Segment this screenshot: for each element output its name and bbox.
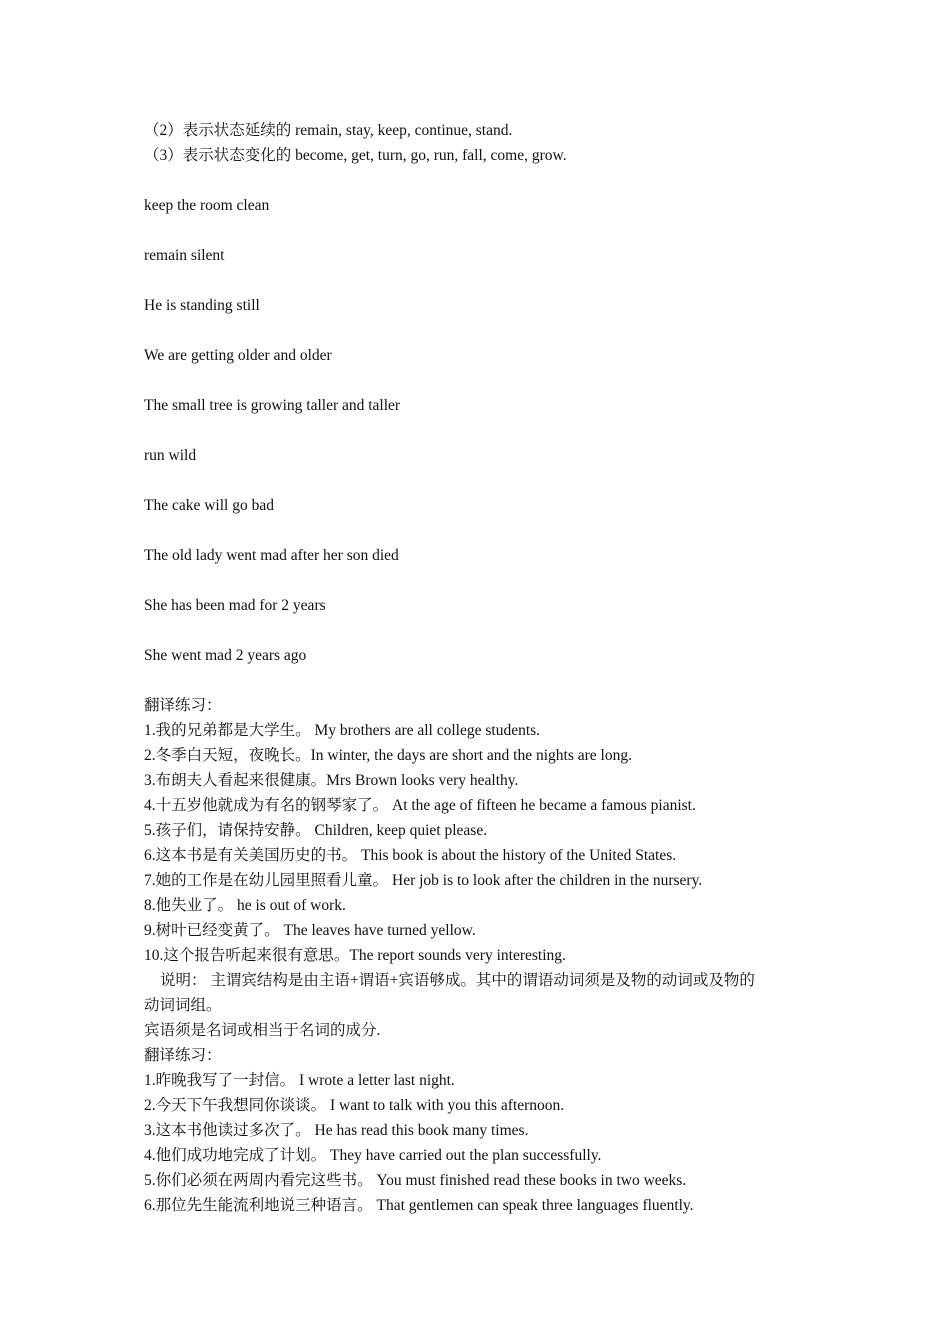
- example-line: He is standing still: [144, 297, 260, 314]
- exercise-item: 2.今天下午我想同你谈谈。 I want to talk with you this afternoon.: [144, 1097, 565, 1114]
- exercise-item: 7.她的工作是在幼儿园里照看儿童。 Her job is to look after the children in the nursery.: [144, 872, 703, 889]
- verb-type-change: （3）表示状态变化的 become, get, turn, go, run, fall, come, grow.: [144, 147, 567, 164]
- exercise-item: 6.那位先生能流利地说三种语言。 That gentlemen can speak three languages fluently.: [144, 1197, 694, 1214]
- example-line: She has been mad for 2 years: [144, 597, 326, 614]
- exercise-item: 6.这本书是有关美国历史的书。 This book is about the history of the United States.: [144, 847, 677, 864]
- exercise-item: 8.他失业了。 he is out of work.: [144, 897, 346, 914]
- document-page: [144, 118, 824, 1218]
- example-line: remain silent: [144, 247, 225, 264]
- example-line: keep the room clean: [144, 197, 270, 214]
- example-line: run wild: [144, 447, 197, 464]
- example-line: She went mad 2 years ago: [144, 647, 307, 664]
- exercise-item: 5.你们必须在两周内看完这些书。 You must finished read these books in two weeks.: [144, 1172, 687, 1189]
- exercise-item: 1.昨晚我写了一封信。 I wrote a letter last night.: [144, 1072, 455, 1089]
- exercise1-heading: 翻译练习：: [144, 697, 222, 714]
- exercise-item: 3.这本书他读过多次了。 He has read this book many times.: [144, 1122, 529, 1139]
- note-line: 说明： 主谓宾结构是由主语+谓语+宾语够成。其中的谓语动词须是及物的动词或及物的: [160, 972, 755, 989]
- exercise2-heading: 翻译练习：: [144, 1047, 222, 1064]
- note-line: 动词词组。: [144, 997, 222, 1014]
- exercise-item: 2.冬季白天短，夜晚长。In winter, the days are short and the nights are long.: [144, 747, 632, 764]
- exercise-item: 9.树叶已经变黄了。 The leaves have turned yellow.: [144, 922, 476, 939]
- verb-type-continue: （2）表示状态延续的 remain, stay, keep, continue, stand.: [144, 122, 513, 139]
- exercise-item: 3.布朗夫人看起来很健康。Mrs Brown looks very healthy.: [144, 772, 519, 789]
- note-line: 宾语须是名词或相当于名词的成分.: [144, 1022, 381, 1039]
- example-line: The old lady went mad after her son died: [144, 547, 399, 564]
- exercise-item: 1.我的兄弟都是大学生。 My brothers are all college students.: [144, 722, 541, 739]
- example-line: We are getting older and older: [144, 347, 332, 364]
- example-line: The small tree is growing taller and taller: [144, 397, 401, 414]
- exercise-item: 5.孩子们，请保持安静。 Children, keep quiet please.: [144, 822, 488, 839]
- exercise-item: 4.十五岁他就成为有名的钢琴家了。 At the age of fifteen he became a famous pianist.: [144, 797, 696, 814]
- example-line: The cake will go bad: [144, 497, 274, 514]
- exercise-item: 10.这个报告听起来很有意思。The report sounds very interesting.: [144, 947, 566, 964]
- exercise-item: 4.他们成功地完成了计划。 They have carried out the plan successfully.: [144, 1147, 602, 1164]
